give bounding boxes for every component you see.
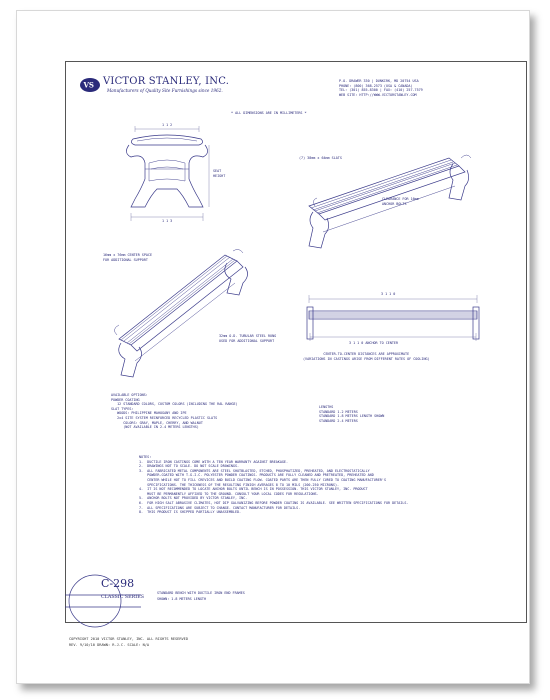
svg-text:VS: VS (83, 80, 94, 90)
note-line: 5. ANCHOR BOLTS NOT PROVIDED BY VICTOR STANLEY, INC. (139, 496, 248, 501)
length-line: STANDARD 2.4 METERS (319, 418, 358, 423)
options-heading: AVAILABLE OPTIONS: (111, 393, 148, 397)
available-options (111, 393, 238, 430)
company-address (339, 79, 423, 97)
option-line: SLAT TYPES: (111, 406, 134, 411)
copyright-text: COPYRIGHT 2010 VICTOR STANLEY, INC. ALL RIGHTS RESERVED (69, 637, 188, 641)
revision-text: REV. 9/10/10 DRAWN: R.J.C. SCALE: N/A (69, 643, 150, 647)
center-note: CENTER-TO-CENTER DISTANCES ARE APPROXIMATE (VARIATIONS IN CASTINGS ARISE FROM DIFFERENT RATES OF COOLING) (303, 352, 430, 361)
dimension-overall: 3 1 1 0 (381, 292, 396, 296)
lengths-block (319, 405, 384, 423)
note-line: SPECIFICATIONS. THE THICKNESS OF THE RESULTING FINISH AVERAGES 8 TO 10 MILS (200-250 MICRONS). (139, 482, 340, 487)
company-name: VICTOR STANLEY, INC. (103, 76, 230, 87)
dimension-bottom: 1 1 3 (162, 219, 173, 223)
note-line: 8. THIS PRODUCT IS SHIPPED PARTIALLY UNASSEMBLED. (139, 510, 242, 515)
seat-height-label: SEAT HEIGHT (213, 169, 226, 178)
note-line: 1. DUCTILE IRON CASTINGS COME WITH A TEN YEAR WARRANTY AGAINST BREAKAGE. (139, 459, 289, 464)
victor-stanley-logo (79, 77, 101, 93)
dimension-centers: 3 1 1 0 ANCHOR TO CENTER (349, 341, 398, 345)
note-line: 2. DRAWINGS NOT TO SCALE. DO NOT SCALE DRAWINGS. (139, 464, 240, 469)
note-line: 3. ALL FABRICATED METAL COMPONENTS ARE STEEL SHOTBLASTED, ETCHED, PHOSPHATIZED, PREHEATED, AND ELECTROSTATICALLY (139, 468, 370, 473)
tubular-steel-label: 32mm O.D. TUBULAR STEEL RUNG USED FOR ADDITIONAL SUPPORT (219, 334, 277, 343)
length-line: STANDARD 1.8 METERS LENGTH SHOWN (319, 414, 385, 419)
note-line: 7. ALL SPECIFICATIONS ARE SUBJECT TO CHANGE. CONTACT MANUFACTURER FOR DETAILS. (139, 505, 301, 510)
website-link[interactable]: WEB SITE: HTTP://WWW.VICTORSTANLEY.COM (339, 92, 417, 97)
product-description: STANDARD BENCH WITH DUCTILE IRON END FRAMES (157, 591, 245, 595)
address-line: PHONE: (800) 368-2573 (USA & CANADA) (339, 83, 413, 88)
company-tagline: Manufacturers of Quality Site Furnishings since 1962. (107, 88, 223, 93)
note-line: 6. FOR HIGH SALT ABRASIVE CLIMATES, HOT DIP GALVANIZING BEFORE POWDER COATING IS AVAILABLE. SEE WRITTEN SPECIFICATIONS FOR DETAILS. (139, 500, 409, 505)
address-line: TEL: (301) 855-8300 | FAX: (410) 257-7579 (339, 88, 423, 93)
drawing-sheet (16, 10, 530, 684)
notes-heading: NOTES: (139, 455, 152, 459)
series-name: CLASSIC SERIES (101, 595, 144, 600)
clearance-label: CLEARANCE FOR 16mm ANCHOR BOLTS (382, 197, 419, 206)
note-line: CENTER WHILE HOT TO FILL CREVICES AND BUILD COATING FLOW. COATED PARTS ARE THEN FULLY CURED TO COATING MANUFACTURER'S (139, 477, 387, 482)
option-line: POWDER COATING (111, 397, 140, 402)
center-space-label: 16mm x 76mm CENTER SPACE FOR ADDITIONAL SUPPORT (103, 253, 152, 262)
dimension-note: * ALL DIMENSIONS ARE IN MILLIMETERS * (231, 111, 307, 115)
shown-length: SHOWN: 1.8 METERS LENGTH (157, 597, 206, 601)
dimension-top: 1 1 2 (162, 123, 173, 127)
length-line: STANDARD 1.2 METERS (319, 409, 358, 414)
isometric-bench-left (107, 243, 267, 383)
option-line: 2x4 SITE SYSTEM REINFORCED RECYCLED PLASTIC SLATS (111, 415, 218, 420)
note-line: MUST BE PERMANENTLY AFFIXED TO THE GROUND. CONSULT YOUR LOCAL CODES FOR REGULATIONS. (139, 491, 319, 496)
note-line: POWDER-COATED WITH T.G.I.C. POLYESTER POWDER COATINGS. PRODUCTS ARE FULLY CLEANED AND PRETREATED, PREHEATED AND (139, 473, 374, 478)
slats-label: (7) 38mm x 64mm SLATS (299, 156, 342, 160)
option-line: COLORS: GRAY, MAPLE, CHERRY, AND WALNUT (111, 420, 203, 425)
notes-block (139, 455, 408, 515)
option-line: (NOT AVAILABLE IN 2.4 METERS LENGTHS) (111, 425, 199, 430)
model-number: C-298 (101, 577, 135, 590)
address-line: P.O. DRAWER 330 | DUNKIRK, MD 20754 USA (339, 79, 419, 83)
option-line: 12 STANDARD COLORS, CUSTOM COLORS (INCLUDING THE RAL RANGE) (111, 402, 238, 407)
note-line: 4. IT IS NOT RECOMMENDED TO LOCATE ANCHOR BOLTS UNTIL BENCH IS IN POSSESSION. THIS VICTOR STANLEY, INC. PRODUCT (139, 487, 368, 492)
lengths-heading: LENGTHS (319, 405, 334, 409)
option-line: WOODS: PHILIPPINE MAHOGANY AND IPE (111, 411, 187, 416)
